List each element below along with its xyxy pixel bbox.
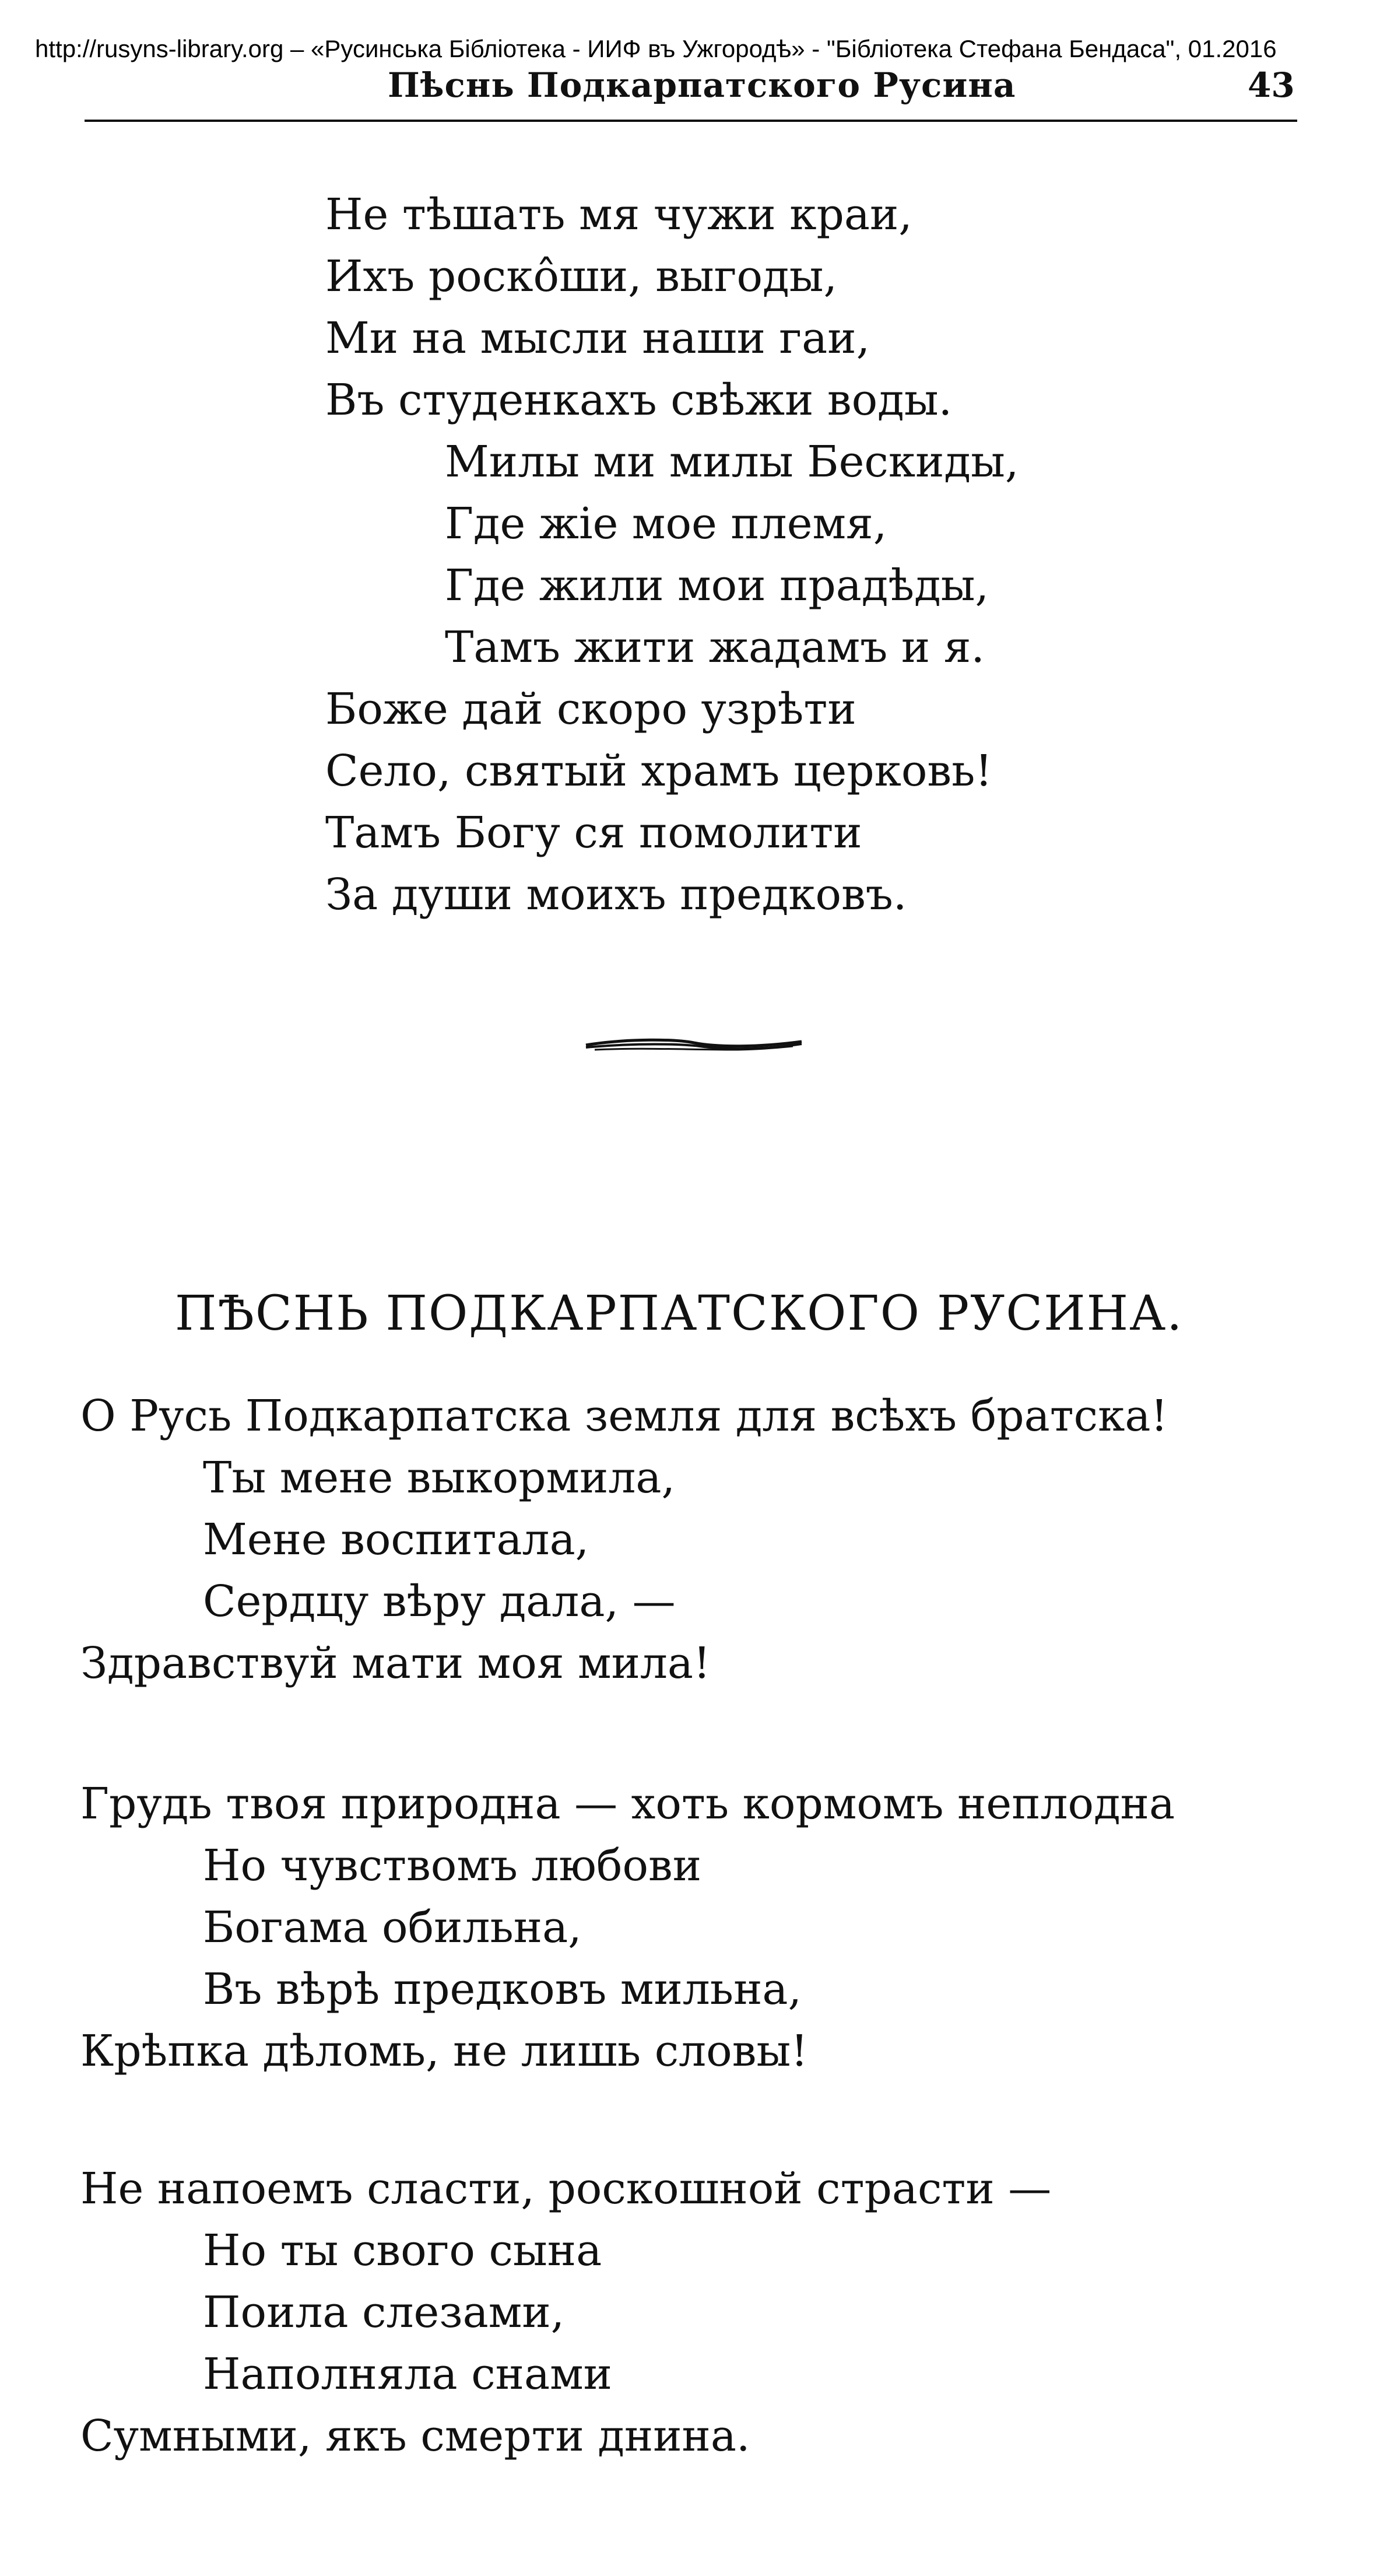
poem-line: Ты мене выкормила,: [203, 1453, 676, 1503]
poem-line: Поила слезами,: [203, 2287, 565, 2337]
poem-line: Богама обильна,: [203, 1902, 582, 1953]
poem-stanza-2: [80, 1773, 1175, 2082]
poem-line: За души моихъ предковъ.: [325, 870, 907, 920]
poem-line: Тамъ Богу ся помолити: [325, 808, 862, 858]
poem-title: ПѢСНЬ ПОДКАРПАТСКОГО РУСИНА.: [175, 1286, 1184, 1341]
poem-line: Въ вѣрѣ предковъ мильна,: [203, 1964, 802, 2014]
poem-line: Село, святый храмъ церковь!: [325, 746, 993, 796]
poem-line: Где жіе мое племя,: [445, 499, 887, 549]
poem-line: Здравствуй мати моя мила!: [80, 1638, 711, 1688]
poem-line: Сумными, якъ смерти днина.: [80, 2411, 750, 2461]
source-url-line: http://rusyns-library.org – «Русинська Бібліотека - ИИФ въ Ужгородѣ» - "Бібліотека Стефана Бендаса", 01.2016: [35, 35, 1277, 62]
poem-line: Милы ми милы Бескиды,: [445, 437, 1019, 487]
poem-line: Мене воспитала,: [203, 1515, 589, 1565]
poem-line: Но ты свого сына: [203, 2225, 602, 2276]
poem-line: Ихъ роскôши, выгоды,: [325, 251, 838, 302]
poem-line: Сердцу вѣру дала, —: [203, 1576, 676, 1627]
poem-line: Боже дай скоро узрѣти: [325, 684, 856, 734]
poem-line: Где жили мои прадѣды,: [445, 560, 989, 611]
poem-line: Не тѣшать мя чужи краи,: [325, 190, 912, 240]
poem-line: Не напоемъ сласти, роскошной страсти —: [80, 2164, 1052, 2214]
poem-stanza-1: [80, 1385, 1168, 1694]
poem-line: Наполняла снами: [203, 2349, 612, 2399]
poem-line: Но чувствомъ любови: [203, 1841, 702, 1891]
poem-line: О Русь Подкарпатска земля для всѣхъ братска!: [80, 1391, 1168, 1441]
ornament-divider: [583, 1032, 805, 1056]
running-head-title: Пѣснь Подкарпатского Русина: [388, 65, 1016, 105]
poem-line: Ми на мысли наши гаи,: [325, 313, 870, 363]
poem-top-stanza: [325, 184, 1019, 926]
poem-line: Въ студенкахъ свѣжи воды.: [325, 375, 953, 425]
poem-line: Крѣпка дѣломь, не лишь словы!: [80, 2026, 808, 2076]
poem-line: Грудь твоя природна — хоть кормомъ неплодна: [80, 1779, 1175, 1829]
page-number: 43: [1248, 65, 1295, 105]
poem-line: Тамъ жити жадамъ и я.: [445, 622, 985, 672]
poem-stanza-3: [80, 2158, 1051, 2467]
header-rule: [85, 120, 1297, 122]
